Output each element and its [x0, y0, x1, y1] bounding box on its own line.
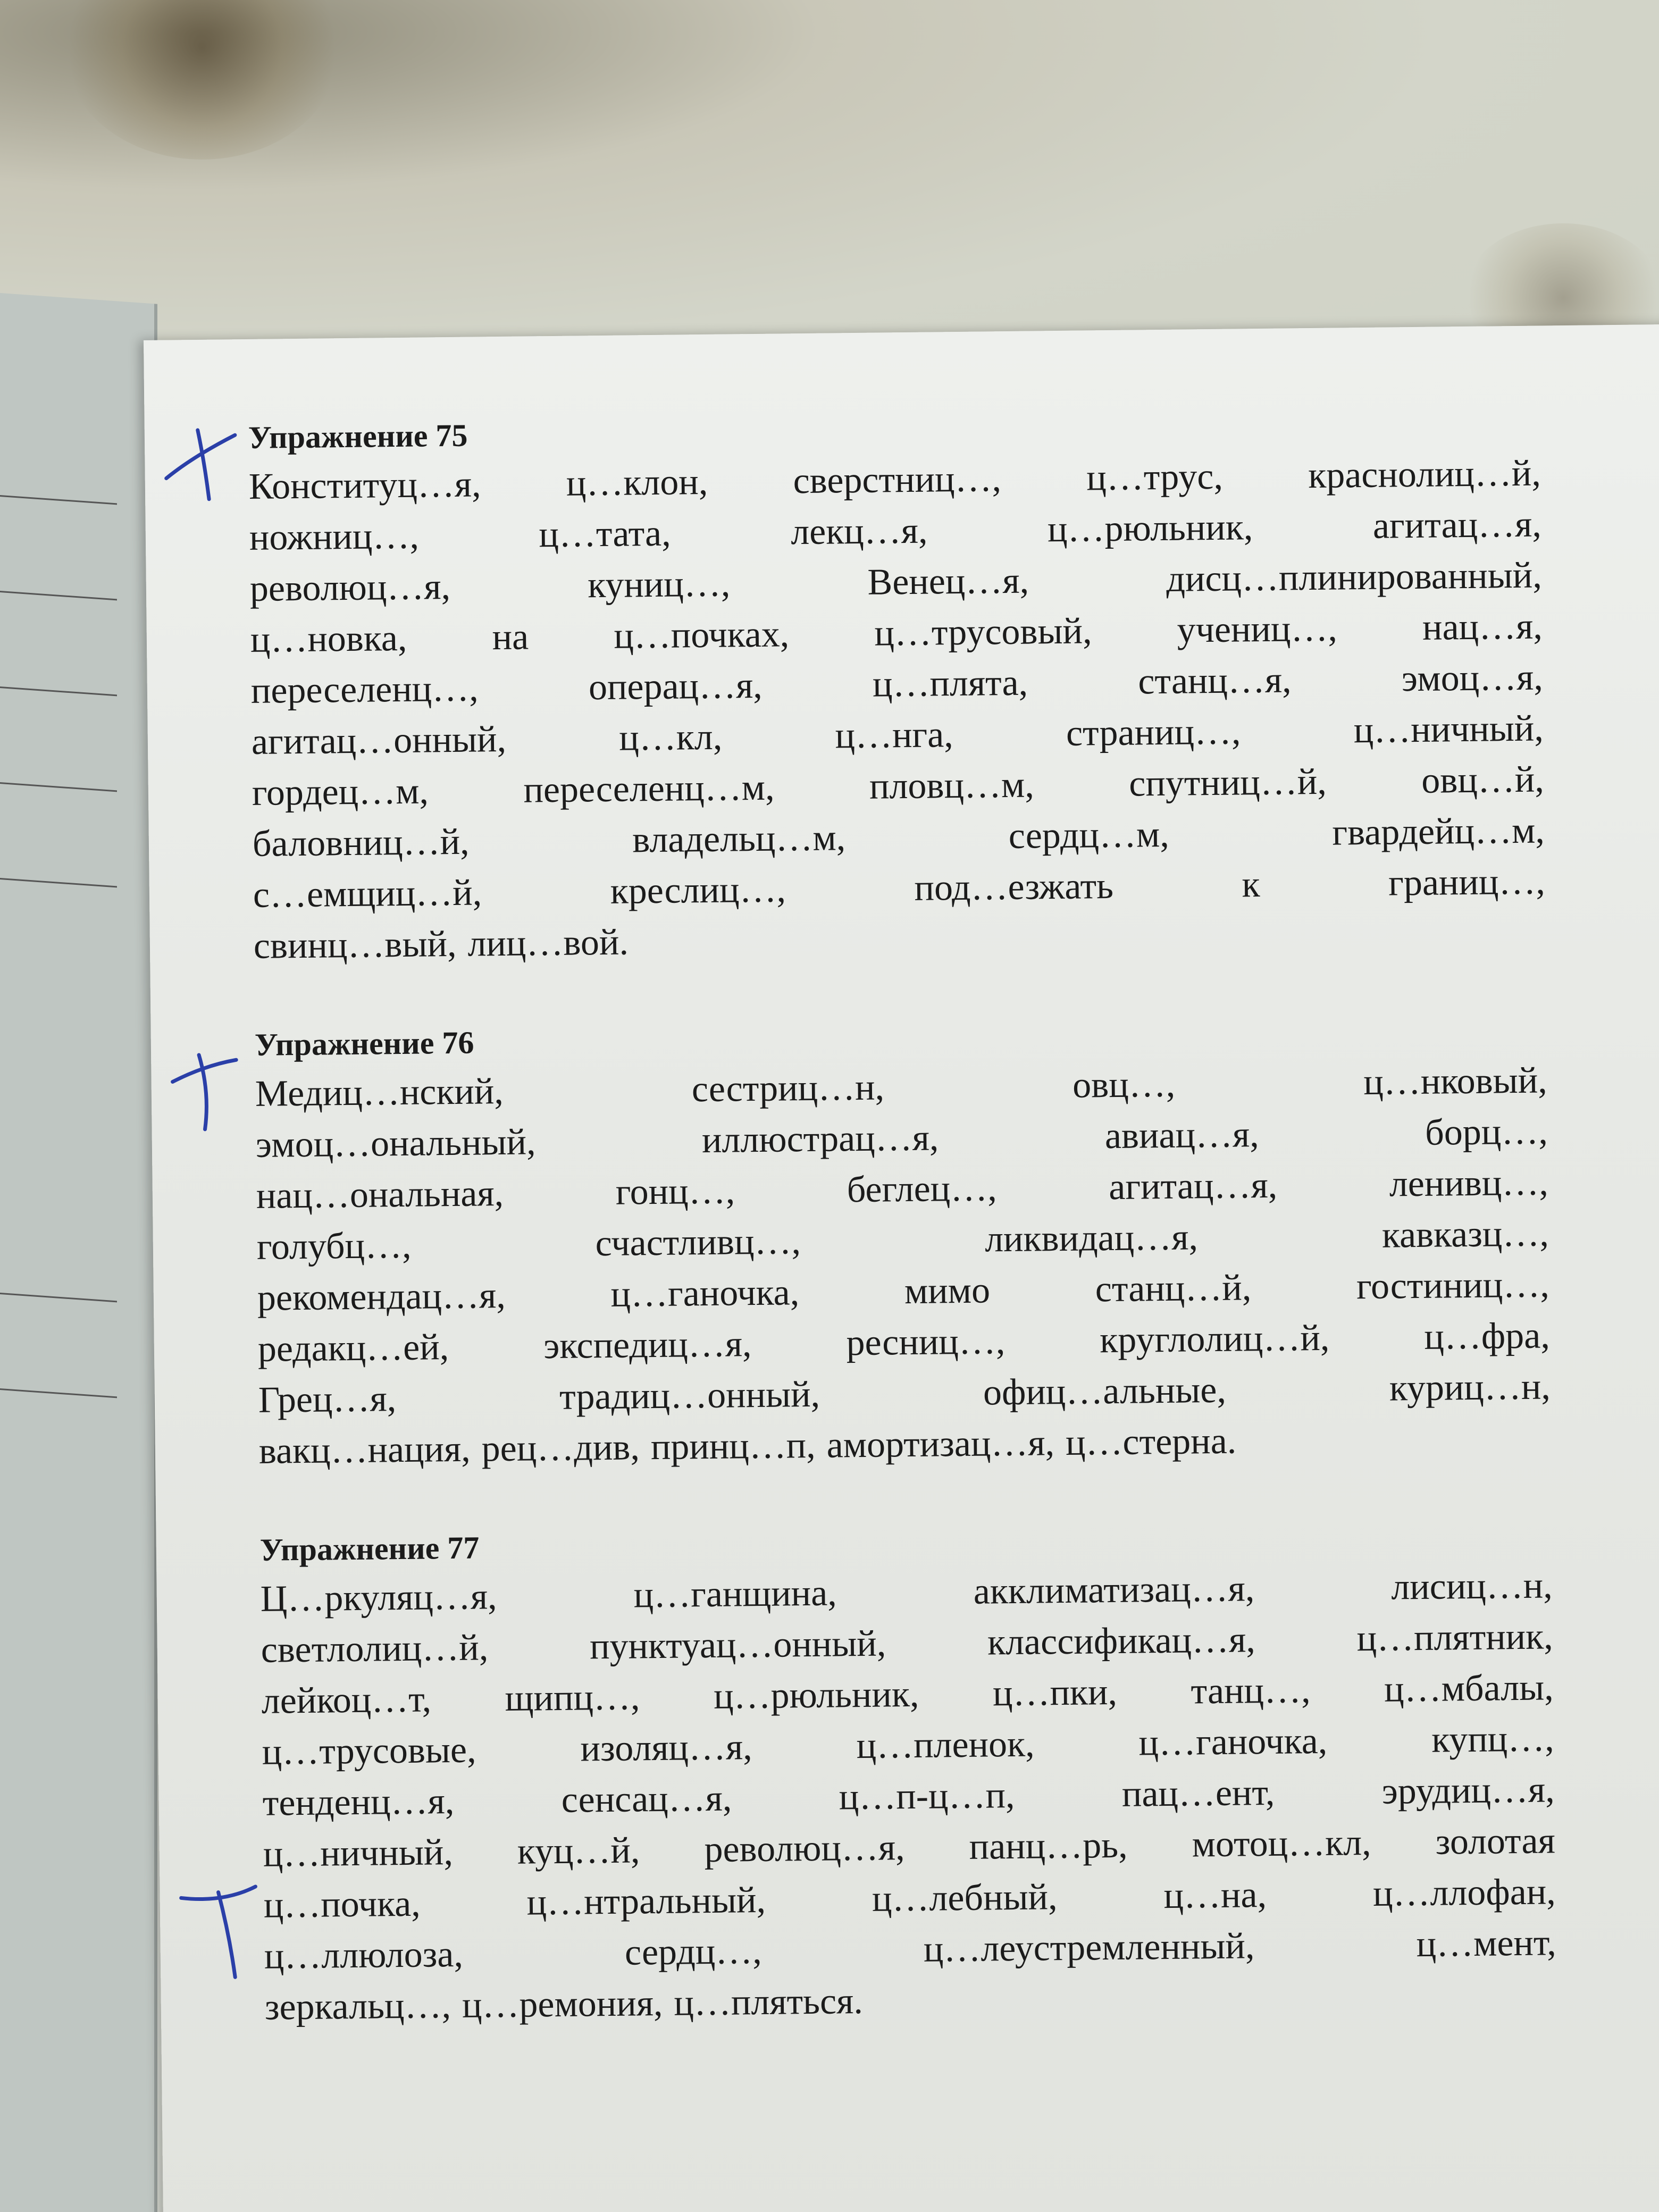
word: ц…ганщина,	[633, 1572, 837, 1616]
word: краснолиц…й,	[1308, 453, 1541, 497]
word: ц…клон,	[566, 461, 708, 504]
word: овц…,	[1072, 1063, 1176, 1106]
word: агитац…я,	[1108, 1164, 1278, 1208]
word: ц…тата,	[539, 513, 672, 556]
word: кавказц…,	[1381, 1213, 1549, 1256]
word: эмоц…ональный,	[255, 1121, 536, 1166]
word: ц…лебный,	[872, 1876, 1058, 1920]
word: под…езжать	[914, 865, 1114, 909]
word: светлолиц…й,	[261, 1627, 489, 1671]
word: изоляц…я,	[580, 1727, 753, 1770]
word: к	[1242, 864, 1260, 906]
word: агитац…онный,	[251, 718, 507, 763]
word: ц…плята,	[872, 662, 1028, 705]
word: лейкоц…т,	[261, 1679, 432, 1722]
exercise-75	[248, 400, 1546, 972]
word: ц…почках,	[613, 614, 790, 657]
word: с…емщиц…й,	[253, 872, 482, 916]
word: страниц…,	[1066, 711, 1241, 754]
word: революц…я,	[704, 1827, 905, 1871]
word: ц…стерна.	[1065, 1420, 1237, 1463]
word: счастливц…,	[595, 1221, 801, 1264]
word: гостиниц…,	[1356, 1264, 1550, 1308]
word: сестриц…н,	[691, 1067, 885, 1110]
word: пац…ент,	[1121, 1772, 1275, 1815]
word: сердц…м,	[1008, 814, 1170, 857]
word: свинц…вый,	[253, 923, 457, 967]
word: ц…ничный,	[263, 1832, 454, 1875]
word: гордец…м,	[252, 770, 429, 814]
word: авиац…я,	[1104, 1114, 1260, 1157]
word: сердц…,	[624, 1930, 763, 1973]
word: ц…леустремленный,	[923, 1925, 1255, 1970]
word: ц…ремония,	[462, 1982, 663, 2026]
word: ц…нга,	[835, 714, 954, 757]
word: куриц…н,	[1389, 1366, 1551, 1409]
book-page	[144, 324, 1659, 2212]
word: ц…пленок,	[856, 1723, 1035, 1767]
word: ц…ллофан,	[1372, 1871, 1556, 1914]
word: Венец…я,	[867, 560, 1029, 603]
word: нац…я,	[1422, 606, 1543, 648]
word: классификац…я,	[987, 1619, 1256, 1663]
word: эмоц…я,	[1401, 657, 1544, 700]
word: куц…й,	[517, 1830, 640, 1872]
word: ц…ганочка,	[610, 1272, 800, 1315]
word: ц…на,	[1163, 1874, 1267, 1917]
word: ц…трус,	[1086, 456, 1224, 499]
word: ц…мент,	[1416, 1922, 1557, 1965]
exercise-77	[259, 1512, 1557, 2033]
word: ц…пляться.	[674, 1981, 864, 2024]
word: пловц…м,	[869, 764, 1035, 807]
word: революц…я,	[249, 566, 451, 609]
word: границ…,	[1388, 861, 1546, 904]
word: рец…див,	[481, 1427, 640, 1470]
word: экспедиц…я,	[543, 1323, 752, 1367]
word: сверстниц…,	[793, 458, 1002, 502]
exercise-76	[254, 1007, 1551, 1477]
pen-check-icon	[170, 1876, 267, 1983]
word: операц…я,	[588, 665, 763, 708]
word: агитац…я,	[1372, 504, 1542, 547]
word: станц…й,	[1095, 1267, 1252, 1310]
word: ц…пки,	[992, 1671, 1118, 1714]
word: амортизац…я,	[826, 1422, 1055, 1466]
word: щипц…,	[505, 1677, 640, 1720]
word: беглец…,	[847, 1168, 998, 1211]
word: вакц…нация,	[258, 1428, 471, 1472]
word: ц…плятник,	[1356, 1616, 1554, 1660]
word: борц…,	[1425, 1111, 1548, 1153]
word: офиц…альные,	[983, 1369, 1227, 1413]
word: Конституц…я,	[248, 464, 481, 507]
word: рекомендац…я,	[257, 1275, 506, 1319]
word: пунктуац…онный,	[589, 1623, 886, 1668]
word: ц…почка,	[263, 1883, 421, 1926]
word: ц…кл,	[618, 716, 723, 759]
exercise-title: Упражнение 75	[248, 417, 468, 455]
word: станц…я,	[1137, 659, 1292, 702]
word: традиц…онный,	[559, 1373, 820, 1418]
word: владельц…м,	[632, 817, 846, 861]
word: гонц…,	[615, 1170, 735, 1213]
word: ц…нковый,	[1363, 1060, 1548, 1103]
word: овц…й,	[1421, 759, 1545, 801]
word: мимо	[904, 1270, 991, 1312]
left-page-edge	[0, 291, 157, 2212]
word: учениц…,	[1177, 608, 1338, 651]
word: Ц…ркуляц…я,	[260, 1576, 497, 1620]
word: переселенц…,	[250, 668, 479, 711]
word: мотоц…кл,	[1192, 1822, 1371, 1865]
word: ресниц…,	[846, 1321, 1006, 1364]
word: ц…мбалы,	[1384, 1667, 1554, 1710]
word: принц…п,	[650, 1425, 816, 1468]
word: куниц…,	[587, 563, 731, 606]
word: на	[492, 616, 529, 658]
pen-check-icon	[162, 1044, 248, 1135]
word: ц…новка,	[250, 617, 407, 660]
word: купц…,	[1431, 1718, 1555, 1761]
word: ц…ничный,	[1353, 708, 1544, 751]
word: спутниц…й,	[1128, 761, 1327, 805]
exercise-title: Упражнение 76	[254, 1025, 474, 1062]
word: зеркальц…,	[264, 1985, 451, 2028]
exercise-title: Упражнение 77	[259, 1530, 480, 1568]
word: эрудиц…я,	[1381, 1769, 1555, 1812]
word: золотая	[1435, 1820, 1556, 1863]
word: ц…ганочка,	[1138, 1720, 1328, 1764]
word: акклиматизац…я,	[973, 1568, 1255, 1612]
word: ц…рюльник,	[713, 1673, 919, 1717]
word: ц…трусовые,	[262, 1729, 476, 1773]
exercise-text	[255, 1055, 1551, 1477]
word: гвардейц…м,	[1332, 810, 1545, 853]
word: креслиц…,	[610, 869, 786, 912]
word: ц…нтральный,	[526, 1879, 766, 1923]
exercise-list	[248, 400, 1557, 2082]
word: ц…рюльник,	[1047, 507, 1253, 550]
word: переселенц…м,	[523, 767, 775, 811]
word: лиц…вой.	[467, 921, 629, 965]
word: Грец…я,	[258, 1378, 397, 1421]
word: ц…п-ц…п,	[839, 1774, 1015, 1818]
word: дисц…плинированный,	[1166, 555, 1543, 600]
word: тенденц…я,	[262, 1781, 455, 1824]
exercise-text	[248, 448, 1546, 971]
word: голубц…,	[256, 1225, 412, 1268]
word: ц…трусовый,	[874, 610, 1092, 654]
word: баловниц…й,	[252, 821, 470, 865]
word: круглолиц…й,	[1099, 1317, 1330, 1361]
word: танц…,	[1191, 1670, 1311, 1712]
pen-check-icon	[155, 419, 241, 505]
word: иллюстрац…я,	[701, 1117, 939, 1161]
word: ликвидац…я,	[984, 1217, 1199, 1260]
word: ц…фра,	[1423, 1315, 1551, 1358]
word: редакц…ей,	[257, 1327, 449, 1370]
word: лекц…я,	[790, 510, 928, 553]
exercise-text	[260, 1560, 1557, 2033]
word: ц…ллюлоза,	[264, 1933, 464, 1977]
word: ножниц…,	[249, 515, 420, 558]
word: Медиц…нский,	[255, 1070, 504, 1115]
word: лисиц…н,	[1390, 1565, 1553, 1608]
word: сенсац…я,	[561, 1778, 732, 1821]
word: ленивц…,	[1389, 1162, 1549, 1205]
word: нац…ональная,	[256, 1173, 504, 1217]
word: панц…рь,	[969, 1824, 1128, 1867]
